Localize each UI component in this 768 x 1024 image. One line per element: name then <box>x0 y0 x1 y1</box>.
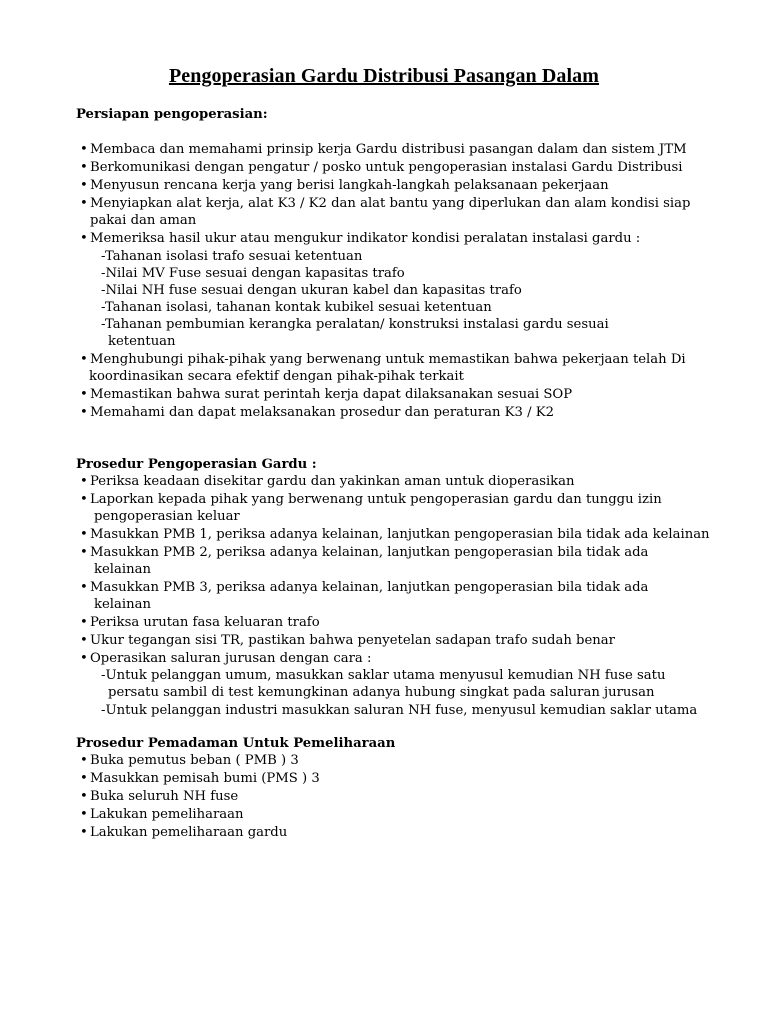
list-item-text: Masukkan PMB 3, periksa adanya kelainan, lanjutkan pengoperasian bila tidak ada <box>90 580 649 595</box>
list-item-text: Laporkan kepada pihak yang berwenang untuk pengoperasian gardu dan tunggu izin <box>90 492 662 507</box>
list-item-continuation <box>94 596 151 614</box>
sub-item <box>101 667 665 685</box>
list-item <box>80 544 648 562</box>
bullet-icon: • <box>80 405 88 420</box>
bullet-icon: • <box>80 753 88 768</box>
list-item-text: Masukkan pemisah bumi (PMS ) 3 <box>90 771 320 786</box>
list-item <box>80 141 687 159</box>
sub-item-continuation <box>108 684 655 702</box>
list-item-continuation <box>89 368 464 386</box>
bullet-icon: • <box>80 196 88 211</box>
list-item-text: Buka seluruh NH fuse <box>90 789 239 804</box>
sub-item-continuation <box>108 333 176 351</box>
list-item <box>80 824 287 842</box>
list-item <box>80 650 371 668</box>
sub-item <box>101 248 362 266</box>
list-item-text: kelainan <box>94 562 151 577</box>
list-item-text: Membaca dan memahami prinsip kerja Gardu distribusi pasangan dalam dan sistem JTM <box>90 142 687 157</box>
list-item-text: Menyiapkan alat kerja, alat K3 / K2 dan alat bantu yang diperlukan dan alam kondisi siap <box>90 196 691 211</box>
list-item-text: Operasikan saluran jurusan dengan cara : <box>90 651 372 666</box>
bullet-icon: • <box>80 527 88 542</box>
bullet-icon: • <box>80 633 88 648</box>
list-item <box>80 526 710 544</box>
bullet-icon: • <box>80 771 88 786</box>
list-item-text: Ukur tegangan sisi TR, pastikan bahwa penyetelan sadapan trafo sudah benar <box>90 633 615 648</box>
list-item <box>80 806 244 824</box>
list-item <box>80 159 683 177</box>
bullet-icon: • <box>80 651 88 666</box>
sub-item-text: -Untuk pelanggan umum, masukkan saklar utama menyusul kemudian NH fuse satu <box>101 668 666 683</box>
list-item <box>80 473 575 491</box>
list-item <box>80 770 320 788</box>
list-item-continuation <box>94 561 151 579</box>
list-item-text: pengoperasian keluar <box>94 509 240 524</box>
list-item-text: Memeriksa hasil ukur atau mengukur indikator kondisi peralatan instalasi gardu : <box>90 231 641 246</box>
list-item <box>80 788 238 806</box>
list-item-text: Memastikan bahwa surat perintah kerja dapat dilaksanakan sesuai SOP <box>90 387 573 402</box>
bullet-icon: • <box>80 545 88 560</box>
sub-item <box>101 265 405 283</box>
list-item <box>80 579 648 597</box>
list-item-text: Memahami dan dapat melaksanakan prosedur dan peraturan K3 / K2 <box>90 405 554 420</box>
section-heading-prosedur-pemadaman: Prosedur Pemadaman Untuk Pemeliharaan <box>76 736 396 751</box>
bullet-icon: • <box>80 474 88 489</box>
sub-item-text: ketentuan <box>108 334 176 349</box>
bullet-icon: • <box>80 231 88 246</box>
list-item <box>80 386 572 404</box>
sub-item <box>101 299 492 317</box>
list-item-text: kelainan <box>94 597 151 612</box>
section-heading-persiapan: Persiapan pengoperasian: <box>76 107 268 122</box>
list-item-text: Menyusun rencana kerja yang berisi langkah-langkah pelaksanaan pekerjaan <box>90 178 609 193</box>
sub-item-text: -Tahanan isolasi, tahanan kontak kubikel sesuai ketentuan <box>101 300 492 315</box>
list-item-text: Masukkan PMB 2, periksa adanya kelainan, lanjutkan pengoperasian bila tidak ada <box>90 545 649 560</box>
sub-item <box>101 702 697 720</box>
list-item-text: Buka pemutus beban ( PMB ) 3 <box>90 753 299 768</box>
list-item <box>80 351 686 369</box>
bullet-icon: • <box>80 160 88 175</box>
list-item-continuation <box>90 212 196 230</box>
sub-item-text: persatu sambil di test kemungkinan adanya hubung singkat pada saluran jurusan <box>108 685 655 700</box>
list-item-text: Periksa keadaan disekitar gardu dan yakinkan aman untuk dioperasikan <box>90 474 575 489</box>
list-item <box>80 404 554 422</box>
list-item-text: Berkomunikasi dengan pengatur / posko untuk pengoperasian instalasi Gardu Distribusi <box>90 160 683 175</box>
bullet-icon: • <box>80 387 88 402</box>
list-item <box>80 632 615 650</box>
list-item <box>80 614 320 632</box>
list-item-continuation <box>94 508 240 526</box>
list-item <box>80 195 690 213</box>
sub-item-text: -Tahanan isolasi trafo sesuai ketentuan <box>101 249 363 264</box>
list-item-text: pakai dan aman <box>90 213 197 228</box>
bullet-icon: • <box>80 352 88 367</box>
sub-item-text: -Untuk pelanggan industri masukkan saluran NH fuse, menyusul kemudian saklar utama <box>101 703 698 718</box>
bullet-icon: • <box>80 807 88 822</box>
sub-item <box>101 316 609 334</box>
list-item-text: Lakukan pemeliharaan <box>90 807 244 822</box>
sub-item-text: -Tahanan pembumian kerangka peralatan/ konstruksi instalasi gardu sesuai <box>101 317 609 332</box>
document-title: Pengoperasian Gardu Distribusi Pasangan Dalam <box>168 65 600 87</box>
sub-item-text: -Nilai NH fuse sesuai dengan ukuran kabel dan kapasitas trafo <box>101 283 522 298</box>
bullet-icon: • <box>80 615 88 630</box>
bullet-icon: • <box>80 580 88 595</box>
list-item-text: Lakukan pemeliharaan gardu <box>90 825 288 840</box>
list-item <box>80 230 640 248</box>
section-heading-prosedur-pengoperasian: Prosedur Pengoperasian Gardu : <box>76 457 317 472</box>
list-item <box>80 752 299 770</box>
bullet-icon: • <box>80 142 88 157</box>
list-item-text: Periksa urutan fasa keluaran trafo <box>90 615 320 630</box>
bullet-icon: • <box>80 789 88 804</box>
sub-item-text: -Nilai MV Fuse sesuai dengan kapasitas trafo <box>101 266 405 281</box>
list-item-text: koordinasikan secara efektif dengan pihak-pihak terkait <box>89 369 464 384</box>
bullet-icon: • <box>80 825 88 840</box>
bullet-icon: • <box>80 492 88 507</box>
list-item-text: Menghubungi pihak-pihak yang berwenang untuk memastikan bahwa pekerjaan telah Di <box>90 352 686 367</box>
list-item-text: Masukkan PMB 1, periksa adanya kelainan, lanjutkan pengoperasian bila tidak ada kelainan <box>90 527 710 542</box>
bullet-icon: • <box>80 178 88 193</box>
list-item <box>80 491 662 509</box>
sub-item <box>101 282 522 300</box>
list-item <box>80 177 609 195</box>
